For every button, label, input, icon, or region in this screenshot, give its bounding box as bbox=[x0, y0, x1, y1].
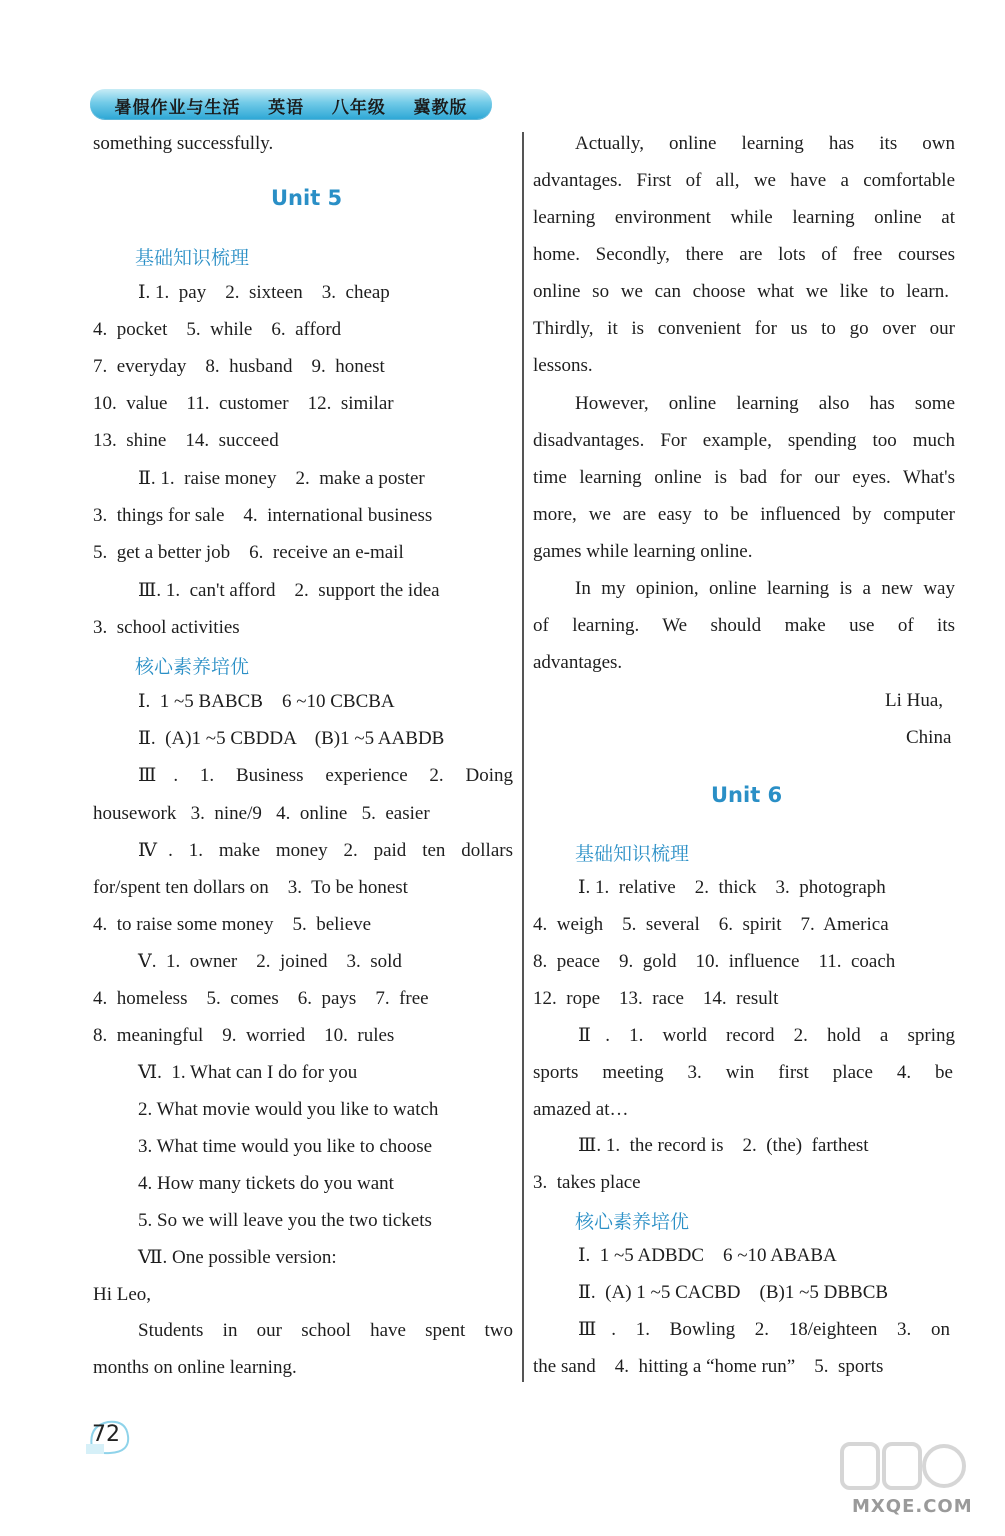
page-number: 72 bbox=[92, 1422, 120, 1447]
answer-line: for/spent ten dollars on 3. To be honest bbox=[93, 877, 408, 898]
essay-line: time learning online is bad for our eyes. What's bbox=[533, 467, 955, 488]
essay-line: Thirdly, it is convenient for us to go over our bbox=[533, 318, 955, 339]
essay-line: In my opinion, online learning is a new way bbox=[575, 578, 955, 599]
answer-line: Ⅱ. 1. raise money 2. make a poster bbox=[138, 468, 425, 489]
answer-line: 7. everyday 8. husband 9. honest bbox=[93, 356, 385, 377]
answer-line: Ⅵ. 1. What can I do for you bbox=[138, 1062, 358, 1083]
answer-line: Ⅲ. 1. Business experience 2. Doing bbox=[138, 765, 513, 786]
essay-line: lessons. bbox=[533, 355, 593, 376]
unit6-title: Unit 6 bbox=[711, 783, 783, 807]
answer-line: sports meeting 3. win first place 4. be bbox=[533, 1062, 953, 1083]
answer-line: Ⅶ. One possible version: bbox=[138, 1247, 337, 1268]
answer-line: 3. school activities bbox=[93, 617, 240, 638]
answer-line: Ⅱ. (A) 1 ~5 CACBD (B)1 ~5 DBBCB bbox=[578, 1282, 889, 1303]
answer-line: 10. value 11. customer 12. similar bbox=[93, 393, 394, 414]
essay-line: advantages. First of all, we have a comfortable bbox=[533, 170, 955, 191]
answer-line: 4. How many tickets do you want bbox=[138, 1173, 394, 1194]
answer-line: 3. takes place bbox=[533, 1172, 641, 1193]
signature-place: China bbox=[906, 727, 952, 748]
answer-line: 4. homeless 5. comes 6. pays 7. free bbox=[93, 988, 429, 1009]
answer-line: 5. get a better job 6. receive an e-mail bbox=[93, 542, 404, 563]
answer-line: 8. meaningful 9. worried 10. rules bbox=[93, 1025, 395, 1046]
answer-line: months on online learning. bbox=[93, 1357, 297, 1378]
answer-line: amazed at… bbox=[533, 1099, 629, 1120]
section-title-basic: 基础知识梳理 bbox=[135, 247, 250, 269]
answer-line: Ⅳ. 1. make money 2. paid ten dollars bbox=[138, 840, 513, 861]
answer-line: 3. things for sale 4. international business bbox=[93, 505, 433, 526]
answer-line: 2. What movie would you like to watch bbox=[138, 1099, 439, 1120]
essay-line: advantages. bbox=[533, 652, 623, 673]
answer-line: Hi Leo, bbox=[93, 1284, 152, 1305]
answer-line: 5. So we will leave you the two tickets bbox=[138, 1210, 432, 1231]
answer-line: housework 3. nine/9 4. online 5. easier bbox=[93, 803, 430, 824]
unit5-title: Unit 5 bbox=[271, 186, 343, 210]
essay-line: of learning. We should make use of its bbox=[533, 615, 955, 636]
essay-line: games while learning online. bbox=[533, 541, 753, 562]
essay-line: disadvantages. For example, spending too much bbox=[533, 430, 955, 451]
text-line: something successfully. bbox=[93, 133, 274, 154]
essay-line: online so we can choose what we like to learn. bbox=[533, 281, 949, 302]
header-title: 暑假作业与生活 英语 八年级 冀教版 bbox=[114, 98, 468, 118]
answer-line: Ⅲ. 1. the record is 2. (the) farthest bbox=[578, 1135, 869, 1156]
header-banner bbox=[90, 89, 492, 119]
section-title-core: 核心素养培优 bbox=[575, 1211, 690, 1233]
essay-line: Actually, online learning has its own bbox=[575, 133, 955, 154]
answer-line: Ⅰ. 1 ~5 ADBDC 6 ~10 ABABA bbox=[578, 1245, 837, 1266]
answer-line: Ⅰ. 1 ~5 BABCB 6 ~10 CBCBA bbox=[138, 691, 395, 712]
answer-line: Students in our school have spent two bbox=[138, 1320, 513, 1341]
answer-line: Ⅲ. 1. Bowling 2. 18/eighteen 3. on bbox=[578, 1319, 950, 1340]
answer-line: Ⅰ. 1. relative 2. thick 3. photograph bbox=[578, 877, 886, 898]
answer-line: Ⅱ. 1. world record 2. hold a spring bbox=[578, 1025, 955, 1046]
essay-line: However, online learning also has some bbox=[575, 393, 955, 414]
answer-line: Ⅴ. 1. owner 2. joined 3. sold bbox=[138, 951, 402, 972]
answer-line: 13. shine 14. succeed bbox=[93, 430, 279, 451]
section-title-basic: 基础知识梳理 bbox=[575, 843, 690, 865]
essay-line: more, we are easy to be influenced by computer bbox=[533, 504, 955, 525]
essay-line: home. Secondly, there are lots of free courses bbox=[533, 244, 955, 265]
answer-line: 8. peace 9. gold 10. influence 11. coach bbox=[533, 951, 896, 972]
answer-line: 12. rope 13. race 14. result bbox=[533, 988, 779, 1009]
essay-line: learning environment while learning online at bbox=[533, 207, 955, 228]
answer-line: Ⅱ. (A)1 ~5 CBDDA (B)1 ~5 AABDB bbox=[138, 728, 445, 749]
signature-name: Li Hua, bbox=[885, 690, 944, 711]
answer-line: 3. What time would you like to choose bbox=[138, 1136, 433, 1157]
answer-line: 4. to raise some money 5. believe bbox=[93, 914, 372, 935]
answer-line: the sand 4. hitting a “home run” 5. sports bbox=[533, 1356, 884, 1377]
answer-line: Ⅰ. 1. pay 2. sixteen 3. cheap bbox=[138, 282, 390, 303]
answer-line: Ⅲ. 1. can't afford 2. support the idea bbox=[138, 580, 440, 601]
section-title-core: 核心素养培优 bbox=[135, 656, 250, 678]
column-divider bbox=[522, 132, 524, 1382]
answer-line: 4. pocket 5. while 6. afford bbox=[93, 319, 342, 340]
answer-line: 4. weigh 5. several 6. spirit 7. America bbox=[533, 914, 889, 935]
watermark-text: MXQE.COM bbox=[852, 1496, 973, 1517]
